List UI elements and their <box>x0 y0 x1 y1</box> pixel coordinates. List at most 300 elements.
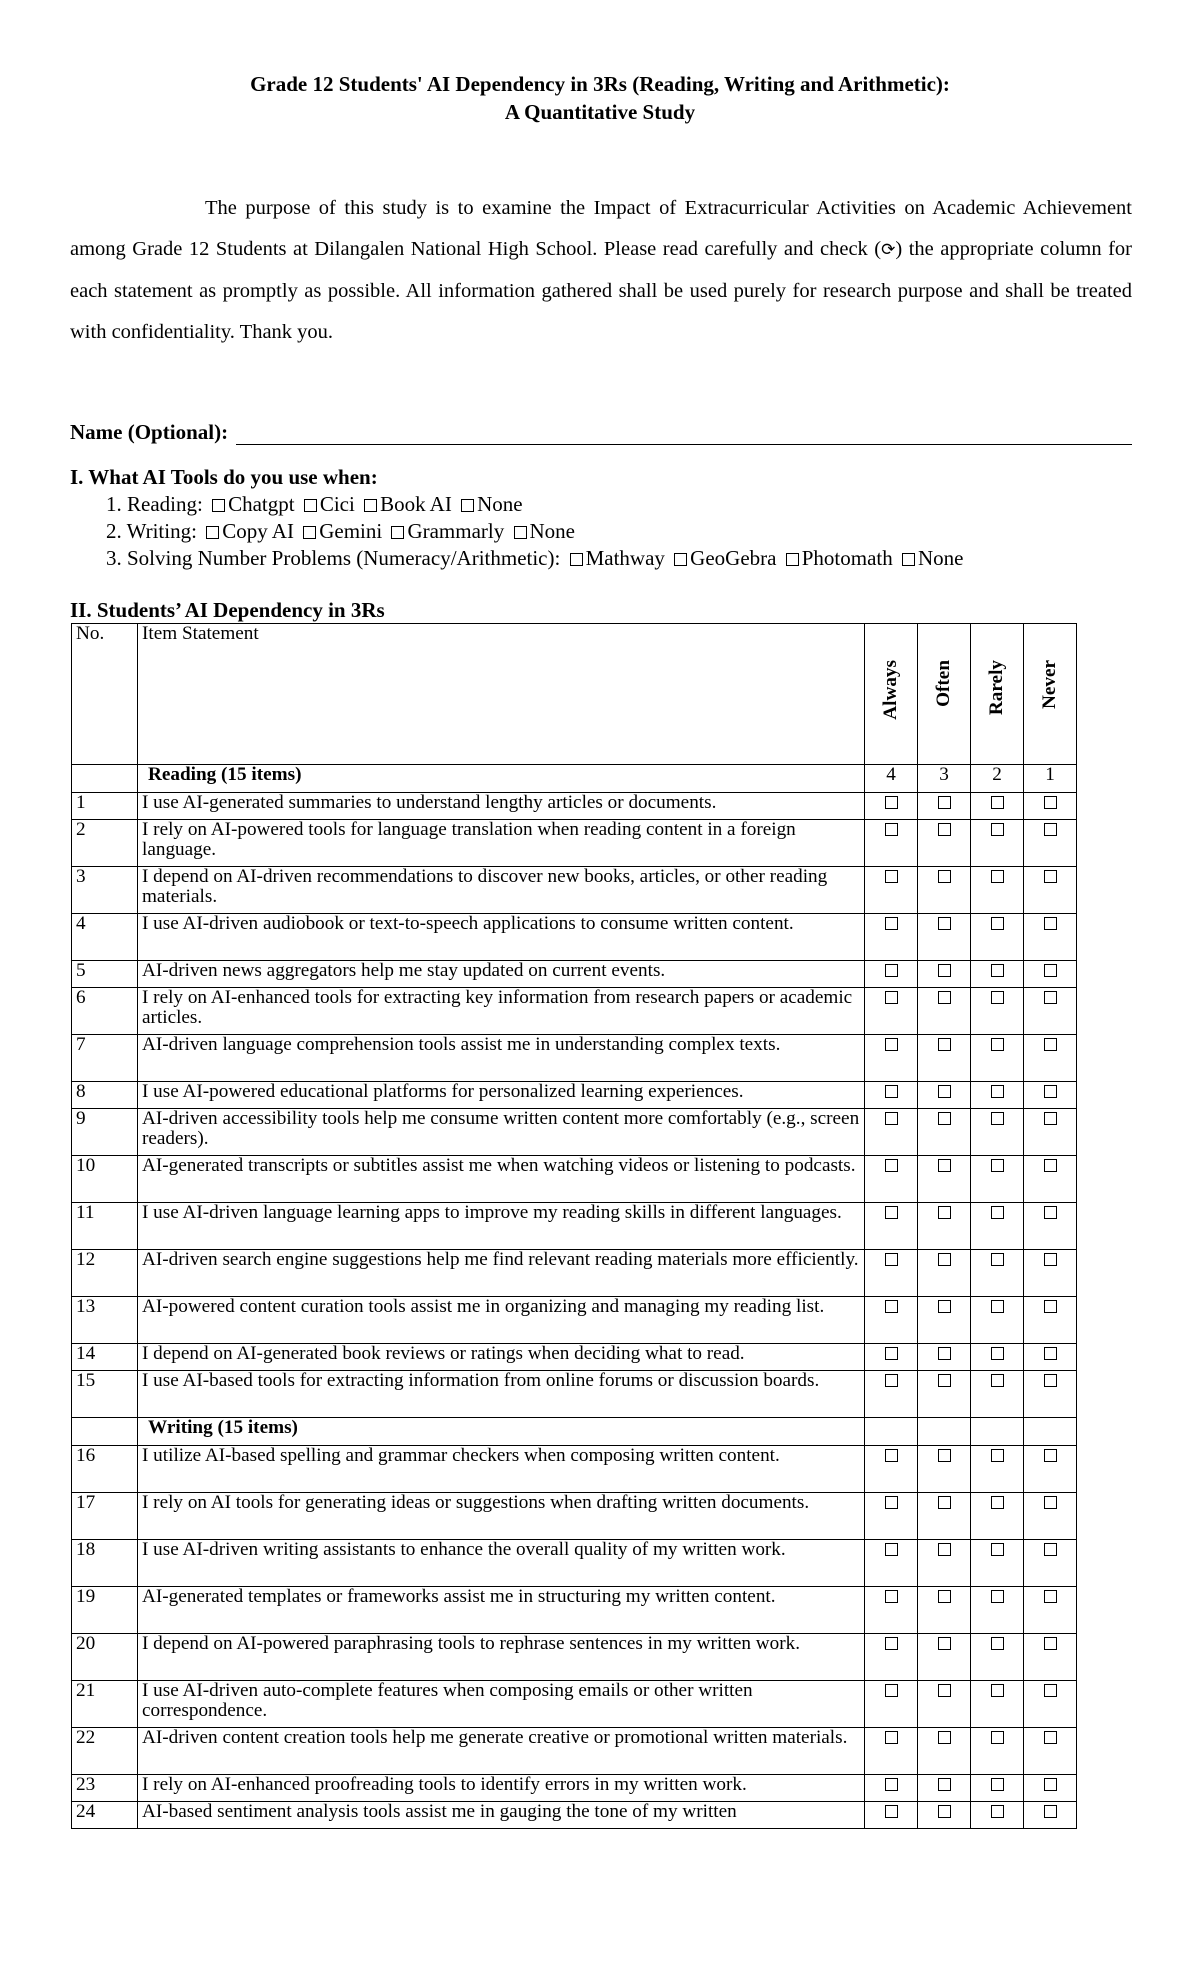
table-row <box>72 1371 1077 1418</box>
dependency-table <box>71 623 1077 1829</box>
rating-cell-rarely <box>971 1156 1024 1203</box>
rating-checkbox-rarely[interactable] <box>991 1347 1004 1360</box>
item-number: 7 <box>72 1035 138 1082</box>
rating-checkbox-rarely[interactable] <box>991 1449 1004 1462</box>
item-number: 11 <box>72 1203 138 1250</box>
rating-cell-never <box>1024 1203 1077 1250</box>
item-statement: AI-generated transcripts or subtitles assist me when watching videos or listening to podcasts. <box>138 1156 865 1203</box>
col-header-often <box>918 624 971 765</box>
rating-checkbox-often[interactable] <box>938 1543 951 1556</box>
rating-checkbox-rarely[interactable] <box>991 1496 1004 1509</box>
item-number: 19 <box>72 1587 138 1634</box>
table-row <box>72 1587 1077 1634</box>
rating-cell-often <box>918 1297 971 1344</box>
item-statement: AI-driven search engine suggestions help me find relevant reading materials more efficiently. <box>138 1250 865 1297</box>
rating-cell-rarely <box>971 1775 1024 1802</box>
rating-checkbox-often[interactable] <box>938 1590 951 1603</box>
rating-checkbox-never[interactable] <box>1044 1731 1057 1744</box>
scale-label-often: Often <box>933 660 954 707</box>
rating-cell-never <box>1024 1035 1077 1082</box>
option-label: Chatgpt <box>228 492 295 516</box>
rating-cell-never <box>1024 1634 1077 1681</box>
rating-cell-never <box>1024 1082 1077 1109</box>
rating-cell-always <box>865 988 918 1035</box>
rating-cell-often <box>918 820 971 867</box>
item-statement: I use AI-based tools for extracting information from online forums or discussion boards. <box>138 1371 865 1418</box>
rating-cell-rarely <box>971 1109 1024 1156</box>
section-row-no <box>72 765 138 793</box>
rating-cell-rarely <box>971 1344 1024 1371</box>
rating-cell-rarely <box>971 820 1024 867</box>
rating-cell-rarely <box>971 1250 1024 1297</box>
rating-checkbox-often[interactable] <box>938 1374 951 1387</box>
option-checkbox[interactable] <box>391 526 404 539</box>
rating-checkbox-always[interactable] <box>885 870 898 883</box>
rating-cell-always <box>865 1109 918 1156</box>
rating-cell-always <box>865 1540 918 1587</box>
rating-checkbox-often[interactable] <box>938 823 951 836</box>
scale-label-never: Never <box>1039 660 1060 709</box>
rating-checkbox-never[interactable] <box>1044 1637 1057 1650</box>
rating-checkbox-often[interactable] <box>938 1112 951 1125</box>
rating-cell-always <box>865 1250 918 1297</box>
rating-cell-always <box>865 1775 918 1802</box>
scale-value: 4 <box>865 765 918 793</box>
section-1-heading: I. What AI Tools do you use when: <box>70 465 378 489</box>
item-statement: AI-powered content curation tools assist me in organizing and managing my reading list. <box>138 1297 865 1344</box>
empty-cell <box>918 1418 971 1446</box>
rating-cell-always <box>865 1371 918 1418</box>
option-checkbox[interactable] <box>514 526 527 539</box>
rating-checkbox-never[interactable] <box>1044 917 1057 930</box>
option-label: GeoGebra <box>690 546 777 570</box>
rating-cell-never <box>1024 867 1077 914</box>
rating-cell-never <box>1024 1371 1077 1418</box>
table-row <box>72 1082 1077 1109</box>
rating-cell-never <box>1024 961 1077 988</box>
rating-cell-often <box>918 1587 971 1634</box>
rating-checkbox-always[interactable] <box>885 964 898 977</box>
item-statement: AI-based sentiment analysis tools assist me in gauging the tone of my written <box>138 1802 865 1829</box>
rating-cell-rarely <box>971 1446 1024 1493</box>
table-row <box>72 820 1077 867</box>
table-row <box>72 1446 1077 1493</box>
scale-value: 2 <box>971 765 1024 793</box>
rating-cell-rarely <box>971 1634 1024 1681</box>
rating-checkbox-never[interactable] <box>1044 1496 1057 1509</box>
rating-checkbox-never[interactable] <box>1044 1112 1057 1125</box>
item-statement: I rely on AI-powered tools for language translation when reading content in a foreign language. <box>138 820 865 867</box>
item-number: 16 <box>72 1446 138 1493</box>
scale-value: 1 <box>1024 765 1077 793</box>
item-number: 6 <box>72 988 138 1035</box>
rating-cell-often <box>918 1203 971 1250</box>
rating-cell-rarely <box>971 867 1024 914</box>
rating-checkbox-often[interactable] <box>938 1159 951 1172</box>
rating-cell-always <box>865 1297 918 1344</box>
rating-checkbox-rarely[interactable] <box>991 796 1004 809</box>
table-row <box>72 1203 1077 1250</box>
item-number: 8 <box>72 1082 138 1109</box>
rating-cell-never <box>1024 820 1077 867</box>
rating-checkbox-often[interactable] <box>938 917 951 930</box>
rating-cell-rarely <box>971 1035 1024 1082</box>
rating-cell-often <box>918 1540 971 1587</box>
scale-label-rarely: Rarely <box>986 660 1007 716</box>
option-checkbox[interactable] <box>304 499 317 512</box>
rating-cell-often <box>918 1493 971 1540</box>
option-checkbox[interactable] <box>212 499 225 512</box>
rating-checkbox-never[interactable] <box>1044 1778 1057 1791</box>
col-header-statement: Item Statement <box>138 624 865 765</box>
option-label: Book AI <box>380 492 452 516</box>
item-number: 15 <box>72 1371 138 1418</box>
rating-cell-never <box>1024 1775 1077 1802</box>
rating-cell-never <box>1024 1250 1077 1297</box>
option-checkbox[interactable] <box>570 553 583 566</box>
rating-checkbox-rarely[interactable] <box>991 1253 1004 1266</box>
item-number: 24 <box>72 1802 138 1829</box>
table-row <box>72 1297 1077 1344</box>
item-number: 12 <box>72 1250 138 1297</box>
tool-question-3 <box>70 545 963 572</box>
rating-checkbox-rarely[interactable] <box>991 991 1004 1004</box>
name-label: Name (Optional): <box>70 420 229 444</box>
rating-checkbox-often[interactable] <box>938 1300 951 1313</box>
reading-section-row <box>72 765 1077 793</box>
rating-cell-rarely <box>971 1802 1024 1829</box>
item-statement: I rely on AI-enhanced proofreading tools to identify errors in my written work. <box>138 1775 865 1802</box>
rating-checkbox-often[interactable] <box>938 1731 951 1744</box>
table-row <box>72 988 1077 1035</box>
rating-checkbox-never[interactable] <box>1044 1449 1057 1462</box>
table-row <box>72 1775 1077 1802</box>
rating-cell-often <box>918 1156 971 1203</box>
scale-label-always: Always <box>880 660 901 720</box>
rating-checkbox-often[interactable] <box>938 1684 951 1697</box>
rating-cell-rarely <box>971 793 1024 820</box>
rating-cell-rarely <box>971 1371 1024 1418</box>
rating-cell-rarely <box>971 961 1024 988</box>
rating-checkbox-always[interactable] <box>885 1778 898 1791</box>
rating-cell-rarely <box>971 1728 1024 1775</box>
rating-cell-never <box>1024 1297 1077 1344</box>
rating-checkbox-rarely[interactable] <box>991 1731 1004 1744</box>
rating-checkbox-always[interactable] <box>885 1253 898 1266</box>
option-checkbox[interactable] <box>206 526 219 539</box>
rating-cell-often <box>918 1109 971 1156</box>
rating-checkbox-often[interactable] <box>938 1085 951 1098</box>
option-checkbox[interactable] <box>902 553 915 566</box>
rating-checkbox-never[interactable] <box>1044 1253 1057 1266</box>
rating-checkbox-never[interactable] <box>1044 964 1057 977</box>
rating-cell-never <box>1024 1156 1077 1203</box>
rating-checkbox-never[interactable] <box>1044 1590 1057 1603</box>
check-symbol-icon: ⟳ <box>881 240 896 260</box>
rating-checkbox-never[interactable] <box>1044 991 1057 1004</box>
rating-cell-often <box>918 1082 971 1109</box>
rating-checkbox-rarely[interactable] <box>991 1206 1004 1219</box>
rating-checkbox-always[interactable] <box>885 1159 898 1172</box>
rating-cell-always <box>865 867 918 914</box>
rating-cell-often <box>918 988 971 1035</box>
rating-cell-often <box>918 1728 971 1775</box>
option-checkbox[interactable] <box>674 553 687 566</box>
rating-cell-often <box>918 1371 971 1418</box>
item-number: 13 <box>72 1297 138 1344</box>
section-ai-tools <box>70 464 963 572</box>
option-label: Grammarly <box>407 519 505 543</box>
rating-cell-often <box>918 1344 971 1371</box>
rating-checkbox-never[interactable] <box>1044 823 1057 836</box>
item-number: 5 <box>72 961 138 988</box>
rating-checkbox-rarely[interactable] <box>991 964 1004 977</box>
rating-cell-always <box>865 1493 918 1540</box>
option-label: Mathway <box>585 546 665 570</box>
rating-checkbox-often[interactable] <box>938 1496 951 1509</box>
item-number: 21 <box>72 1681 138 1728</box>
rating-checkbox-rarely[interactable] <box>991 823 1004 836</box>
item-statement: I depend on AI-powered paraphrasing tools to rephrase sentences in my written work. <box>138 1634 865 1681</box>
rating-checkbox-always[interactable] <box>885 1637 898 1650</box>
item-number: 23 <box>72 1775 138 1802</box>
rating-checkbox-often[interactable] <box>938 1038 951 1051</box>
writing-section-row <box>72 1418 1077 1446</box>
item-statement: AI-driven accessibility tools help me consume written content more comfortably (e.g., screen readers). <box>138 1109 865 1156</box>
rating-checkbox-always[interactable] <box>885 1684 898 1697</box>
scale-value: 3 <box>918 765 971 793</box>
rating-checkbox-always[interactable] <box>885 1543 898 1556</box>
rating-cell-rarely <box>971 1587 1024 1634</box>
rating-checkbox-rarely[interactable] <box>991 1159 1004 1172</box>
table-row <box>72 1109 1077 1156</box>
rating-checkbox-always[interactable] <box>885 796 898 809</box>
table-row <box>72 1250 1077 1297</box>
tool-question-label: 1. Reading: <box>106 492 203 516</box>
item-number: 17 <box>72 1493 138 1540</box>
purpose-text-1: The purpose of this study is to examine the Impact of Extracurricular Activities on Academic Achievement among Grade 12 Students at Dilangalen National High School. Please read carefully and check ( <box>70 197 1132 260</box>
rating-cell-never <box>1024 988 1077 1035</box>
rating-cell-rarely <box>971 1297 1024 1344</box>
rating-cell-often <box>918 793 971 820</box>
item-statement: I use AI-driven writing assistants to enhance the overall quality of my written work. <box>138 1540 865 1587</box>
rating-checkbox-often[interactable] <box>938 796 951 809</box>
section-row-no <box>72 1418 138 1446</box>
rating-checkbox-always[interactable] <box>885 917 898 930</box>
rating-checkbox-always[interactable] <box>885 823 898 836</box>
tool-question-label: 2. Writing: <box>106 519 197 543</box>
rating-checkbox-always[interactable] <box>885 1496 898 1509</box>
tool-question-label: 3. Solving Number Problems (Numeracy/Arithmetic): <box>106 546 561 570</box>
rating-checkbox-rarely[interactable] <box>991 1778 1004 1791</box>
rating-cell-rarely <box>971 1203 1024 1250</box>
rating-cell-always <box>865 1802 918 1829</box>
rating-checkbox-never[interactable] <box>1044 1038 1057 1051</box>
item-statement: AI-driven language comprehension tools assist me in understanding complex texts. <box>138 1035 865 1082</box>
rating-checkbox-often[interactable] <box>938 1449 951 1462</box>
rating-cell-always <box>865 793 918 820</box>
rating-checkbox-always[interactable] <box>885 1038 898 1051</box>
rating-cell-rarely <box>971 1540 1024 1587</box>
rating-checkbox-rarely[interactable] <box>991 1038 1004 1051</box>
tool-question-1 <box>70 491 963 518</box>
rating-checkbox-always[interactable] <box>885 991 898 1004</box>
option-label: None <box>917 546 964 570</box>
rating-cell-never <box>1024 1109 1077 1156</box>
rating-cell-often <box>918 1681 971 1728</box>
rating-checkbox-always[interactable] <box>885 1449 898 1462</box>
rating-cell-often <box>918 867 971 914</box>
item-statement: I rely on AI tools for generating ideas or suggestions when drafting written documents. <box>138 1493 865 1540</box>
col-header-no: No. <box>72 624 138 765</box>
tool-question-2 <box>70 518 963 545</box>
empty-cell <box>971 1418 1024 1446</box>
rating-cell-often <box>918 1250 971 1297</box>
rating-checkbox-always[interactable] <box>885 1347 898 1360</box>
section-row-label: Writing (15 items) <box>138 1418 865 1446</box>
item-statement: AI-driven content creation tools help me generate creative or promotional written materials. <box>138 1728 865 1775</box>
rating-cell-often <box>918 1775 971 1802</box>
rating-checkbox-never[interactable] <box>1044 1805 1057 1818</box>
rating-checkbox-rarely[interactable] <box>991 870 1004 883</box>
tool-question-list <box>70 491 963 572</box>
rating-checkbox-always[interactable] <box>885 1805 898 1818</box>
table-row <box>72 1681 1077 1728</box>
rating-checkbox-rarely[interactable] <box>991 1300 1004 1313</box>
rating-checkbox-rarely[interactable] <box>991 1543 1004 1556</box>
option-label: None <box>477 492 523 516</box>
rating-checkbox-never[interactable] <box>1044 1159 1057 1172</box>
item-statement: AI-generated templates or frameworks assist me in structuring my written content. <box>138 1587 865 1634</box>
rating-checkbox-often[interactable] <box>938 1253 951 1266</box>
table-row <box>72 1035 1077 1082</box>
rating-cell-never <box>1024 1728 1077 1775</box>
rating-checkbox-always[interactable] <box>885 1731 898 1744</box>
rating-cell-rarely <box>971 1493 1024 1540</box>
item-statement: I use AI-driven language learning apps to improve my reading skills in different languages. <box>138 1203 865 1250</box>
rating-cell-always <box>865 820 918 867</box>
rating-checkbox-never[interactable] <box>1044 1347 1057 1360</box>
item-number: 3 <box>72 867 138 914</box>
col-header-always <box>865 624 918 765</box>
table-row <box>72 1344 1077 1371</box>
section-2-heading: II. Students’ AI Dependency in 3Rs <box>70 598 385 622</box>
rating-checkbox-rarely[interactable] <box>991 1112 1004 1125</box>
rating-cell-always <box>865 1587 918 1634</box>
rating-checkbox-never[interactable] <box>1044 1684 1057 1697</box>
rating-checkbox-rarely[interactable] <box>991 1085 1004 1098</box>
rating-cell-often <box>918 1446 971 1493</box>
option-checkbox[interactable] <box>786 553 799 566</box>
rating-cell-rarely <box>971 1681 1024 1728</box>
rating-checkbox-never[interactable] <box>1044 1300 1057 1313</box>
table-row <box>72 793 1077 820</box>
item-statement: AI-driven news aggregators help me stay updated on current events. <box>138 961 865 988</box>
table-row <box>72 961 1077 988</box>
item-number: 2 <box>72 820 138 867</box>
option-label: None <box>529 519 575 543</box>
item-number: 18 <box>72 1540 138 1587</box>
rating-checkbox-often[interactable] <box>938 1637 951 1650</box>
rating-checkbox-never[interactable] <box>1044 1206 1057 1219</box>
col-header-rarely <box>971 624 1024 765</box>
rating-checkbox-often[interactable] <box>938 1805 951 1818</box>
col-header-never <box>1024 624 1077 765</box>
rating-checkbox-never[interactable] <box>1044 796 1057 809</box>
rating-cell-always <box>865 914 918 961</box>
item-statement: I use AI-driven audiobook or text-to-speech applications to consume written content. <box>138 914 865 961</box>
rating-checkbox-always[interactable] <box>885 1590 898 1603</box>
name-input-line[interactable] <box>236 424 1132 445</box>
rating-cell-always <box>865 1634 918 1681</box>
rating-cell-always <box>865 1728 918 1775</box>
rating-checkbox-rarely[interactable] <box>991 1637 1004 1650</box>
option-label: Cici <box>319 492 355 516</box>
rating-cell-never <box>1024 1344 1077 1371</box>
table-row <box>72 1728 1077 1775</box>
rating-checkbox-always[interactable] <box>885 1300 898 1313</box>
item-statement: I depend on AI-driven recommendations to discover new books, articles, or other reading materials. <box>138 867 865 914</box>
item-statement: I depend on AI-generated book reviews or ratings when deciding what to read. <box>138 1344 865 1371</box>
rating-checkbox-often[interactable] <box>938 870 951 883</box>
option-label: Gemini <box>319 519 383 543</box>
purpose-paragraph <box>70 188 1132 353</box>
rating-checkbox-rarely[interactable] <box>991 1374 1004 1387</box>
rating-checkbox-never[interactable] <box>1044 1085 1057 1098</box>
rating-checkbox-often[interactable] <box>938 991 951 1004</box>
rating-checkbox-often[interactable] <box>938 1206 951 1219</box>
rating-checkbox-always[interactable] <box>885 1206 898 1219</box>
rating-cell-never <box>1024 793 1077 820</box>
rating-cell-never <box>1024 1493 1077 1540</box>
rating-cell-never <box>1024 1540 1077 1587</box>
item-statement: I use AI-driven auto-complete features when composing emails or other written correspondence. <box>138 1681 865 1728</box>
rating-checkbox-always[interactable] <box>885 1374 898 1387</box>
table-row <box>72 1802 1077 1829</box>
rating-checkbox-always[interactable] <box>885 1085 898 1098</box>
rating-cell-always <box>865 1035 918 1082</box>
rating-checkbox-never[interactable] <box>1044 870 1057 883</box>
rating-checkbox-rarely[interactable] <box>991 1590 1004 1603</box>
rating-checkbox-rarely[interactable] <box>991 917 1004 930</box>
item-number: 20 <box>72 1634 138 1681</box>
option-checkbox[interactable] <box>461 499 474 512</box>
rating-cell-rarely <box>971 914 1024 961</box>
rating-checkbox-always[interactable] <box>885 1112 898 1125</box>
rating-checkbox-never[interactable] <box>1044 1374 1057 1387</box>
rating-cell-always <box>865 1156 918 1203</box>
item-statement: I use AI-generated summaries to understand lengthy articles or documents. <box>138 793 865 820</box>
rating-checkbox-often[interactable] <box>938 1778 951 1791</box>
rating-cell-always <box>865 1203 918 1250</box>
rating-cell-always <box>865 1681 918 1728</box>
rating-cell-never <box>1024 1681 1077 1728</box>
option-label: Copy AI <box>222 519 294 543</box>
rating-checkbox-rarely[interactable] <box>991 1684 1004 1697</box>
item-number: 14 <box>72 1344 138 1371</box>
option-checkbox[interactable] <box>364 499 377 512</box>
rating-checkbox-rarely[interactable] <box>991 1805 1004 1818</box>
item-number: 22 <box>72 1728 138 1775</box>
rating-checkbox-never[interactable] <box>1044 1543 1057 1556</box>
option-checkbox[interactable] <box>303 526 316 539</box>
rating-cell-often <box>918 961 971 988</box>
rating-checkbox-often[interactable] <box>938 964 951 977</box>
rating-checkbox-often[interactable] <box>938 1347 951 1360</box>
rating-cell-rarely <box>971 988 1024 1035</box>
item-number: 9 <box>72 1109 138 1156</box>
rating-cell-always <box>865 961 918 988</box>
